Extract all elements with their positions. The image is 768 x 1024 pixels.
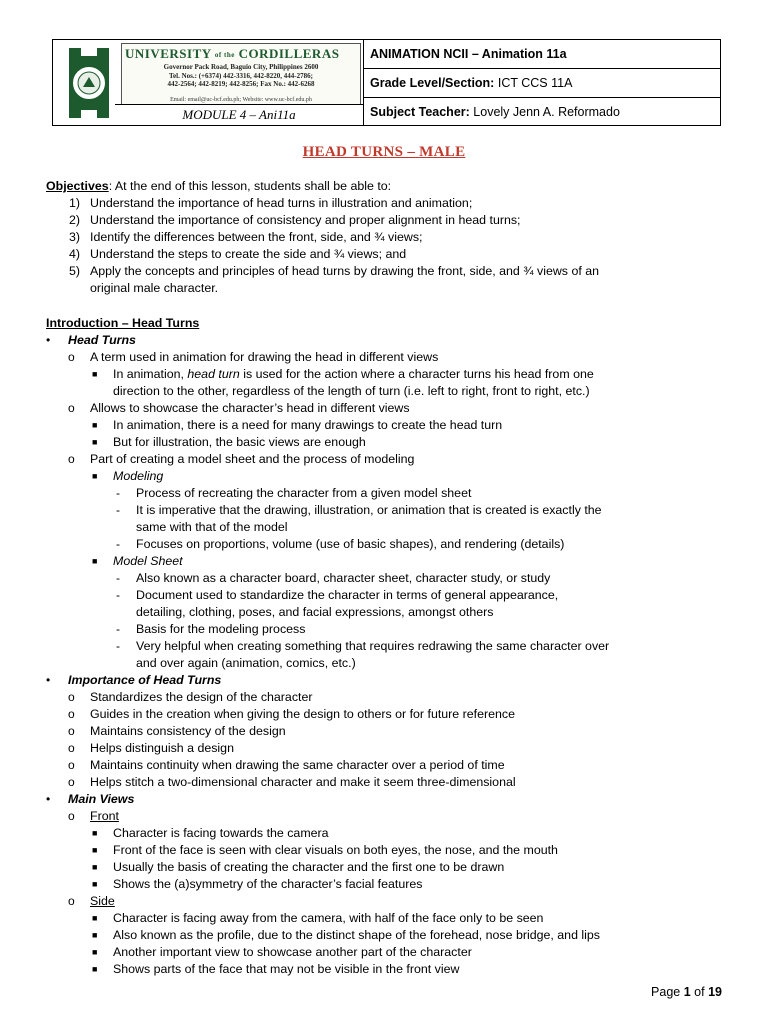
list-item: Guides in the creation when giving the design to others or for future reference — [90, 707, 515, 721]
university-address: Governor Pack Road, Baguio City, Philippines 2600 Tel. Nos.: (+6374) 442-3316, 442-8220, 444-2786; 442-2564; 442-8219; 442-8256; Fax No.: 442-6268 — [163, 63, 319, 88]
module-label: MODULE 4 – Ani11a — [115, 104, 363, 126]
list-item: Character is facing away from the camera, with half of the face only to be seen — [113, 911, 544, 925]
dash-bullet-icon: - — [116, 639, 120, 653]
dash-bullet-icon: - — [116, 503, 120, 517]
list-item: Helps stitch a two-dimensional character and make it seem three-dimensional — [90, 775, 516, 789]
square-bullet-icon: ■ — [92, 369, 98, 379]
objective-number: 3) — [69, 230, 81, 244]
objectives-intro: Objectives: At the end of this lesson, students shall be able to: — [46, 179, 392, 193]
course-title: ANIMATION NCII – Animation 11a — [364, 40, 720, 69]
list-item: Also known as a character board, character sheet, character study, or study — [136, 571, 551, 585]
list-item: Shows the (a)symmetry of the character’s facial features — [113, 877, 423, 891]
list-item: In animation, there is a need for many drawings to create the head turn — [113, 418, 503, 432]
list-item: Process of recreating the character from a given model sheet — [136, 486, 472, 500]
circle-bullet-icon: o — [68, 452, 75, 466]
module-header — [52, 39, 721, 126]
list-item: In animation, head turn is used for the action where a character turns his head from one — [113, 367, 594, 381]
square-bullet-icon: ■ — [92, 828, 98, 838]
dash-bullet-icon: - — [116, 486, 120, 500]
subsection-side: Side — [90, 894, 115, 908]
list-item-continued: detailing, clothing, poses, and facial expressions, amongst others — [136, 605, 494, 619]
objective-number: 5) — [69, 264, 81, 278]
list-item: Standardizes the design of the character — [90, 690, 313, 704]
square-bullet-icon: ■ — [92, 862, 98, 872]
square-bullet-icon: ■ — [92, 930, 98, 940]
square-bullet-icon: ■ — [92, 420, 98, 430]
circle-bullet-icon: o — [68, 690, 75, 704]
square-bullet-icon: ■ — [92, 913, 98, 923]
section-importance: Importance of Head Turns — [68, 673, 222, 687]
circle-bullet-icon: o — [68, 809, 75, 823]
circle-bullet-icon: o — [68, 894, 75, 908]
circle-bullet-icon: o — [68, 350, 75, 364]
list-item-continued: and over again (animation, comics, etc.) — [136, 656, 356, 670]
circle-bullet-icon: o — [68, 707, 75, 721]
dash-bullet-icon: - — [116, 588, 120, 602]
circle-bullet-icon: o — [68, 724, 75, 738]
list-item: Part of creating a model sheet and the process of modeling — [90, 452, 415, 466]
list-item-continued: direction to the other, regardless of the length of turn (i.e. left to right, front to right, etc.) — [113, 384, 590, 398]
list-item: Also known as the profile, due to the distinct shape of the forehead, nose bridge, and lips — [113, 928, 600, 942]
dash-bullet-icon: - — [116, 571, 120, 585]
university-panel — [53, 40, 364, 125]
list-item: It is imperative that the drawing, illustration, or animation that is created is exactly the — [136, 503, 602, 517]
objective-item: original male character. — [90, 281, 219, 295]
square-bullet-icon: ■ — [92, 964, 98, 974]
list-item: Character is facing towards the camera — [113, 826, 329, 840]
section-main-views: Main Views — [68, 792, 135, 806]
bullet-icon: • — [46, 333, 51, 347]
list-item: Helps distinguish a design — [90, 741, 234, 755]
page-title: HEAD TURNS – MALE — [302, 144, 466, 160]
list-item: Very helpful when creating something that requires redrawing the same character over — [136, 639, 610, 653]
list-item: Allows to showcase the character’s head in different views — [90, 401, 410, 415]
list-item: But for illustration, the basic views are enough — [113, 435, 366, 449]
square-bullet-icon: ■ — [92, 947, 98, 957]
objective-number: 4) — [69, 247, 81, 261]
list-item: Document used to standardize the character in terms of general appearance, — [136, 588, 559, 602]
square-bullet-icon: ■ — [92, 879, 98, 889]
subsection-model-sheet: Model Sheet — [113, 554, 183, 568]
bullet-icon: • — [46, 673, 51, 687]
list-item: Basis for the modeling process — [136, 622, 306, 636]
subsection-front: Front — [90, 809, 119, 823]
course-info — [364, 40, 720, 125]
list-item: Front of the face is seen with clear visuals on both eyes, the nose, and the mouth — [113, 843, 558, 857]
subsection-modeling: Modeling — [113, 469, 164, 483]
circle-bullet-icon: o — [68, 758, 75, 772]
university-seal-icon — [63, 44, 115, 122]
university-info — [121, 43, 361, 105]
square-bullet-icon: ■ — [92, 471, 98, 481]
section-head-turns: Head Turns — [68, 333, 136, 347]
list-item: Maintains continuity when drawing the same character over a period of time — [90, 758, 505, 772]
circle-bullet-icon: o — [68, 775, 75, 789]
list-item-continued: same with that of the model — [136, 520, 288, 534]
university-name: UNIVERSITY of the CORDILLERAS — [125, 46, 340, 61]
university-email: Email: email@uc-bcf.edu.ph; Website: www.uc-bcf.edu.ph — [170, 97, 312, 103]
list-item: Usually the basis of creating the character and the first one to be drawn — [113, 860, 505, 874]
objective-number: 2) — [69, 213, 81, 227]
introduction-heading: Introduction – Head Turns — [46, 316, 200, 330]
list-item: Focuses on proportions, volume (use of basic shapes), and rendering (details) — [136, 537, 565, 551]
objective-item: Understand the importance of head turns in illustration and animation; — [90, 196, 473, 210]
subject-teacher: Subject Teacher: Lovely Jenn A. Reformado — [370, 105, 620, 119]
objective-item: Understand the importance of consistency and proper alignment in head turns; — [90, 213, 521, 227]
objective-number: 1) — [69, 196, 81, 210]
dash-bullet-icon: - — [116, 537, 120, 551]
square-bullet-icon: ■ — [92, 556, 98, 566]
list-item: Maintains consistency of the design — [90, 724, 286, 738]
grade-level: Grade Level/Section: ICT CCS 11A — [364, 69, 720, 98]
square-bullet-icon: ■ — [92, 437, 98, 447]
dash-bullet-icon: - — [116, 622, 120, 636]
page-number: Page 1 of 19 — [651, 985, 722, 999]
objective-item: Understand the steps to create the side and ¾ views; and — [90, 247, 407, 261]
objective-item: Identify the differences between the front, side, and ¾ views; — [90, 230, 423, 244]
bullet-icon: • — [46, 792, 51, 806]
list-item: A term used in animation for drawing the head in different views — [90, 350, 439, 364]
circle-bullet-icon: o — [68, 401, 75, 415]
list-item: Shows parts of the face that may not be visible in the front view — [113, 962, 460, 976]
circle-bullet-icon: o — [68, 741, 75, 755]
square-bullet-icon: ■ — [92, 845, 98, 855]
objective-item: Apply the concepts and principles of head turns by drawing the front, side, and ¾ views of an — [90, 264, 600, 278]
list-item: Another important view to showcase another part of the character — [113, 945, 472, 959]
